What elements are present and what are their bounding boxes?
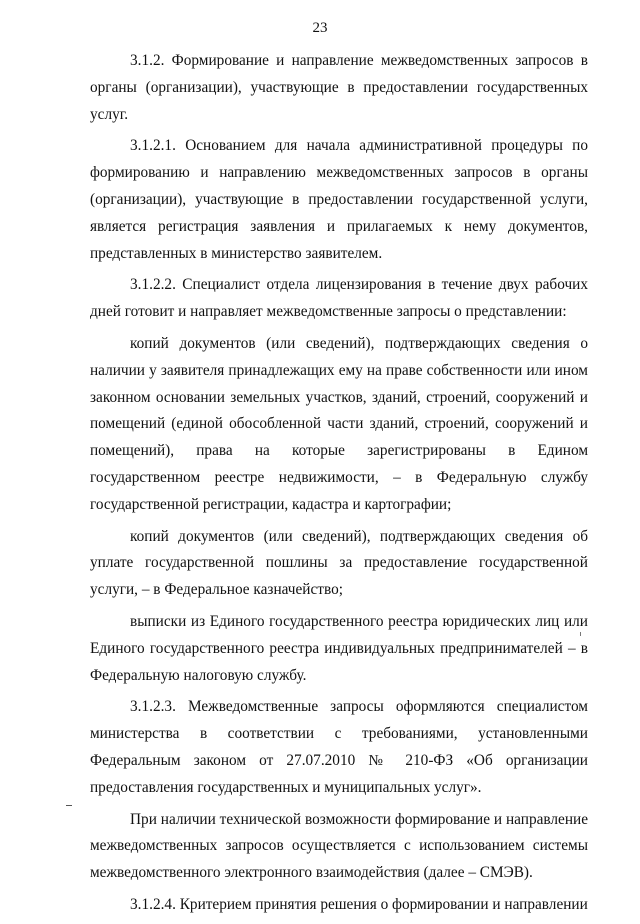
paragraph-smev: При наличии технической возможности формирование и направление межведомственных запросов осуществляется с использованием системы межведомственного электронного взаимодействия (далее – СМЭВ). [90, 810, 588, 882]
paragraph-3-1-2-2: 3.1.2.2. Специалист отдела лицензирования в течение двух рабочих дней готовит и направляет межведомственные запросы о представлении: [90, 276, 588, 321]
paragraph-3-1-2: 3.1.2. Формирование и направление межведомственных запросов в органы (организации), участвующие в предоставлении государственных услуг. [90, 52, 588, 123]
list-item-treasury: копий документов (или сведений), подтверждающих сведения об уплате государственной пошлины за предоставление государственной услуги, – в Федеральное казначейство; [90, 527, 588, 599]
list-item-rosreestr: копий документов (или сведений), подтверждающих сведения о наличии у заявителя принадлежащих ему на праве собственности или ином законном основании земельных участков, зданий, строений, сооружений и помещений (единой обособленной части зданий, строений, сооружений и помещений), права на которые зарегистрированы в Едином государственном реестре недвижимости, – в Федеральную службу государственной регистрации, кадастра и картографии; [90, 334, 588, 513]
paragraph-3-1-2-4: 3.1.2.4. Критерием принятия решения о формировании и направлении [130, 895, 588, 913]
paragraph-3-1-2-3: 3.1.2.3. Межведомственные запросы оформляются специалистом министерства в соответствии с требованиями, установленными Федеральным законом от 27.07.2010 № 210-ФЗ «Об организации предоставления государственных и муниципальных услуг». [90, 698, 588, 796]
list-item-tax-service: выписки из Единого государственного реестра юридических лиц или Единого государственного реестра индивидуальных предпринимателей – в Федеральную налоговую службу. [90, 612, 588, 684]
scan-artifact [580, 632, 581, 636]
page-number: 23 [312, 20, 328, 36]
paragraph-3-1-2-1: 3.1.2.1. Основанием для начала административной процедуры по формированию и направлению межведомственных запросов в органы (организации), участвующие в предоставлении государственной услуги, является регистрация заявления и прилагаемых к нему документов, представленных в министерство заявителем. [90, 137, 588, 262]
document-body [90, 48, 588, 924]
scan-artifact [66, 805, 72, 806]
